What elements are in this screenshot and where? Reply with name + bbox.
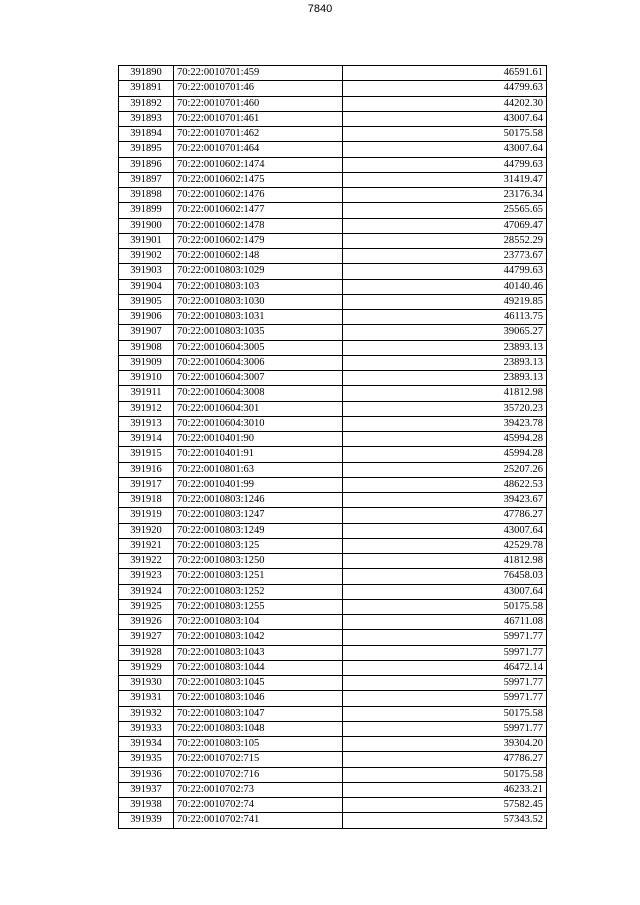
- row-id-cell: 391928: [119, 645, 174, 660]
- value-cell: 23893.13: [343, 355, 547, 370]
- table-row: [119, 172, 547, 187]
- cadastral-number-cell: 70:22:0010803:1048: [174, 721, 343, 736]
- table-row: [119, 416, 547, 431]
- row-id-cell: 391931: [119, 691, 174, 706]
- table-row: [119, 798, 547, 813]
- value-cell: 46472.14: [343, 660, 547, 675]
- value-cell: 47069.47: [343, 218, 547, 233]
- table-row: [119, 538, 547, 553]
- row-id-cell: 391930: [119, 676, 174, 691]
- cadastral-number-cell: 70:22:0010602:1476: [174, 188, 343, 203]
- table-row: [119, 569, 547, 584]
- cadastral-number-cell: 70:22:0010701:46: [174, 81, 343, 96]
- value-cell: 25207.26: [343, 462, 547, 477]
- table-row: [119, 96, 547, 111]
- value-cell: 43007.64: [343, 584, 547, 599]
- value-cell: 44799.63: [343, 264, 547, 279]
- row-id-cell: 391896: [119, 157, 174, 172]
- row-id-cell: 391898: [119, 188, 174, 203]
- row-id-cell: 391933: [119, 721, 174, 736]
- table-row: [119, 676, 547, 691]
- cadastral-number-cell: 70:22:0010602:1478: [174, 218, 343, 233]
- table-row: [119, 721, 547, 736]
- cadastral-number-cell: 70:22:0010801:63: [174, 462, 343, 477]
- value-cell: 50175.58: [343, 127, 547, 142]
- row-id-cell: 391915: [119, 447, 174, 462]
- table-row: [119, 371, 547, 386]
- row-id-cell: 391901: [119, 233, 174, 248]
- value-cell: 47786.27: [343, 752, 547, 767]
- row-id-cell: 391912: [119, 401, 174, 416]
- cadastral-number-cell: 70:22:0010803:1045: [174, 676, 343, 691]
- table-row: [119, 66, 547, 81]
- row-id-cell: 391939: [119, 813, 174, 828]
- table-row: [119, 188, 547, 203]
- table-row: [119, 477, 547, 492]
- table-row: [119, 508, 547, 523]
- cadastral-number-cell: 70:22:0010803:1029: [174, 264, 343, 279]
- row-id-cell: 391907: [119, 325, 174, 340]
- cadastral-number-cell: 70:22:0010604:3008: [174, 386, 343, 401]
- value-cell: 43007.64: [343, 523, 547, 538]
- table-row: [119, 584, 547, 599]
- cadastral-number-cell: 70:22:0010701:464: [174, 142, 343, 157]
- cadastral-number-cell: 70:22:0010604:3005: [174, 340, 343, 355]
- cadastral-number-cell: 70:22:0010803:1044: [174, 660, 343, 675]
- value-cell: 59971.77: [343, 630, 547, 645]
- value-cell: 31419.47: [343, 172, 547, 187]
- table-row: [119, 233, 547, 248]
- cadastral-number-cell: 70:22:0010803:105: [174, 737, 343, 752]
- cadastral-number-cell: 70:22:0010803:1255: [174, 599, 343, 614]
- value-cell: 45994.28: [343, 432, 547, 447]
- table-row: [119, 386, 547, 401]
- cadastral-number-cell: 70:22:0010803:1030: [174, 294, 343, 309]
- value-cell: 46711.08: [343, 615, 547, 630]
- value-cell: 44202.30: [343, 96, 547, 111]
- table-row: [119, 264, 547, 279]
- cadastral-number-cell: 70:22:0010803:1246: [174, 493, 343, 508]
- cadastral-number-cell: 70:22:0010803:1031: [174, 310, 343, 325]
- value-cell: 39304.20: [343, 737, 547, 752]
- value-cell: 45994.28: [343, 447, 547, 462]
- table-row: [119, 645, 547, 660]
- row-id-cell: 391903: [119, 264, 174, 279]
- page-number: 7840: [307, 3, 333, 15]
- value-cell: 23893.13: [343, 340, 547, 355]
- table-row: [119, 279, 547, 294]
- cadastral-number-cell: 70:22:0010803:1042: [174, 630, 343, 645]
- cadastral-number-cell: 70:22:0010803:1251: [174, 569, 343, 584]
- value-cell: 41812.98: [343, 554, 547, 569]
- cadastral-number-cell: 70:22:0010803:1035: [174, 325, 343, 340]
- value-cell: 44799.63: [343, 157, 547, 172]
- row-id-cell: 391918: [119, 493, 174, 508]
- table-row: [119, 554, 547, 569]
- row-id-cell: 391913: [119, 416, 174, 431]
- row-id-cell: 391890: [119, 66, 174, 81]
- row-id-cell: 391908: [119, 340, 174, 355]
- cadastral-number-cell: 70:22:0010602:148: [174, 249, 343, 264]
- table-row: [119, 706, 547, 721]
- table-body: [119, 66, 547, 829]
- row-id-cell: 391938: [119, 798, 174, 813]
- table-row: [119, 493, 547, 508]
- table-row: [119, 752, 547, 767]
- table-row: [119, 782, 547, 797]
- cadastral-number-cell: 70:22:0010401:90: [174, 432, 343, 447]
- row-id-cell: 391925: [119, 599, 174, 614]
- value-cell: 48622.53: [343, 477, 547, 492]
- row-id-cell: 391920: [119, 523, 174, 538]
- row-id-cell: 391894: [119, 127, 174, 142]
- cadastral-number-cell: 70:22:0010701:460: [174, 96, 343, 111]
- cadastral-number-cell: 70:22:0010803:1252: [174, 584, 343, 599]
- table-row: [119, 401, 547, 416]
- cadastral-number-cell: 70:22:0010602:1475: [174, 172, 343, 187]
- cadastral-number-cell: 70:22:0010701:459: [174, 66, 343, 81]
- row-id-cell: 391929: [119, 660, 174, 675]
- cadastral-number-cell: 70:22:0010702:715: [174, 752, 343, 767]
- cadastral-number-cell: 70:22:0010602:1477: [174, 203, 343, 218]
- row-id-cell: 391904: [119, 279, 174, 294]
- table-row: [119, 127, 547, 142]
- row-id-cell: 391902: [119, 249, 174, 264]
- row-id-cell: 391906: [119, 310, 174, 325]
- table-row: [119, 81, 547, 96]
- cadastral-number-cell: 70:22:0010803:125: [174, 538, 343, 553]
- table-row: [119, 599, 547, 614]
- table-row: [119, 111, 547, 126]
- table-row: [119, 142, 547, 157]
- row-id-cell: 391895: [119, 142, 174, 157]
- cadastral-number-cell: 70:22:0010401:99: [174, 477, 343, 492]
- value-cell: 25565.65: [343, 203, 547, 218]
- cadastral-number-cell: 70:22:0010702:73: [174, 782, 343, 797]
- value-cell: 76458.03: [343, 569, 547, 584]
- value-cell: 57343.52: [343, 813, 547, 828]
- row-id-cell: 391914: [119, 432, 174, 447]
- table-row: [119, 203, 547, 218]
- cadastral-number-cell: 70:22:0010702:716: [174, 767, 343, 782]
- cadastral-number-cell: 70:22:0010803:1047: [174, 706, 343, 721]
- row-id-cell: 391911: [119, 386, 174, 401]
- table-row: [119, 218, 547, 233]
- table-row: [119, 660, 547, 675]
- table-row: [119, 432, 547, 447]
- value-cell: 28552.29: [343, 233, 547, 248]
- cadastral-number-cell: 70:22:0010803:1249: [174, 523, 343, 538]
- value-cell: 46233.21: [343, 782, 547, 797]
- table-row: [119, 462, 547, 477]
- row-id-cell: 391934: [119, 737, 174, 752]
- cadastral-number-cell: 70:22:0010604:301: [174, 401, 343, 416]
- cadastral-number-cell: 70:22:0010803:1247: [174, 508, 343, 523]
- row-id-cell: 391919: [119, 508, 174, 523]
- value-cell: 50175.58: [343, 706, 547, 721]
- value-cell: 40140.46: [343, 279, 547, 294]
- row-id-cell: 391936: [119, 767, 174, 782]
- cadastral-number-cell: 70:22:0010803:104: [174, 615, 343, 630]
- value-cell: 57582.45: [343, 798, 547, 813]
- row-id-cell: 391926: [119, 615, 174, 630]
- row-id-cell: 391892: [119, 96, 174, 111]
- cadastral-number-cell: 70:22:0010702:741: [174, 813, 343, 828]
- row-id-cell: 391897: [119, 172, 174, 187]
- table-row: [119, 737, 547, 752]
- value-cell: 23893.13: [343, 371, 547, 386]
- value-cell: 50175.58: [343, 767, 547, 782]
- value-cell: 44799.63: [343, 81, 547, 96]
- table-row: [119, 767, 547, 782]
- table-row: [119, 355, 547, 370]
- cadastral-number-cell: 70:22:0010602:1479: [174, 233, 343, 248]
- row-id-cell: 391916: [119, 462, 174, 477]
- row-id-cell: 391910: [119, 371, 174, 386]
- value-cell: 41812.98: [343, 386, 547, 401]
- row-id-cell: 391891: [119, 81, 174, 96]
- value-cell: 47786.27: [343, 508, 547, 523]
- table-row: [119, 157, 547, 172]
- value-cell: 46591.61: [343, 66, 547, 81]
- row-id-cell: 391917: [119, 477, 174, 492]
- table-row: [119, 325, 547, 340]
- row-id-cell: 391937: [119, 782, 174, 797]
- cadastral-number-cell: 70:22:0010803:1250: [174, 554, 343, 569]
- table-row: [119, 691, 547, 706]
- cadastral-number-cell: 70:22:0010604:3010: [174, 416, 343, 431]
- table-row: [119, 340, 547, 355]
- table-row: [119, 294, 547, 309]
- value-cell: 59971.77: [343, 676, 547, 691]
- row-id-cell: 391909: [119, 355, 174, 370]
- cadastral-number-cell: 70:22:0010803:103: [174, 279, 343, 294]
- value-cell: 42529.78: [343, 538, 547, 553]
- cadastral-number-cell: 70:22:0010604:3006: [174, 355, 343, 370]
- cadastral-number-cell: 70:22:0010401:91: [174, 447, 343, 462]
- cadastral-number-cell: 70:22:0010702:74: [174, 798, 343, 813]
- value-cell: 43007.64: [343, 142, 547, 157]
- table-row: [119, 523, 547, 538]
- value-cell: 35720.23: [343, 401, 547, 416]
- table-row: [119, 615, 547, 630]
- table-row: [119, 447, 547, 462]
- value-cell: 59971.77: [343, 691, 547, 706]
- value-cell: 43007.64: [343, 111, 547, 126]
- row-id-cell: 391899: [119, 203, 174, 218]
- value-cell: 59971.77: [343, 645, 547, 660]
- value-cell: 39065.27: [343, 325, 547, 340]
- cadastral-number-cell: 70:22:0010602:1474: [174, 157, 343, 172]
- cadastral-number-cell: 70:22:0010604:3007: [174, 371, 343, 386]
- row-id-cell: 391935: [119, 752, 174, 767]
- row-id-cell: 391893: [119, 111, 174, 126]
- value-cell: 59971.77: [343, 721, 547, 736]
- cadastral-number-cell: 70:22:0010701:461: [174, 111, 343, 126]
- cadastral-number-cell: 70:22:0010803:1043: [174, 645, 343, 660]
- row-id-cell: 391921: [119, 538, 174, 553]
- value-cell: 49219.85: [343, 294, 547, 309]
- value-cell: 23773.67: [343, 249, 547, 264]
- cadastral-number-cell: 70:22:0010701:462: [174, 127, 343, 142]
- row-id-cell: 391927: [119, 630, 174, 645]
- value-cell: 46113.75: [343, 310, 547, 325]
- row-id-cell: 391922: [119, 554, 174, 569]
- value-cell: 39423.67: [343, 493, 547, 508]
- row-id-cell: 391932: [119, 706, 174, 721]
- value-cell: 23176.34: [343, 188, 547, 203]
- value-cell: 50175.58: [343, 599, 547, 614]
- cadastral-number-cell: 70:22:0010803:1046: [174, 691, 343, 706]
- value-cell: 39423.78: [343, 416, 547, 431]
- table-row: [119, 813, 547, 828]
- row-id-cell: 391924: [119, 584, 174, 599]
- row-id-cell: 391923: [119, 569, 174, 584]
- table-row: [119, 249, 547, 264]
- row-id-cell: 391905: [119, 294, 174, 309]
- cadastral-value-table: [118, 65, 547, 829]
- row-id-cell: 391900: [119, 218, 174, 233]
- table-row: [119, 630, 547, 645]
- table-row: [119, 310, 547, 325]
